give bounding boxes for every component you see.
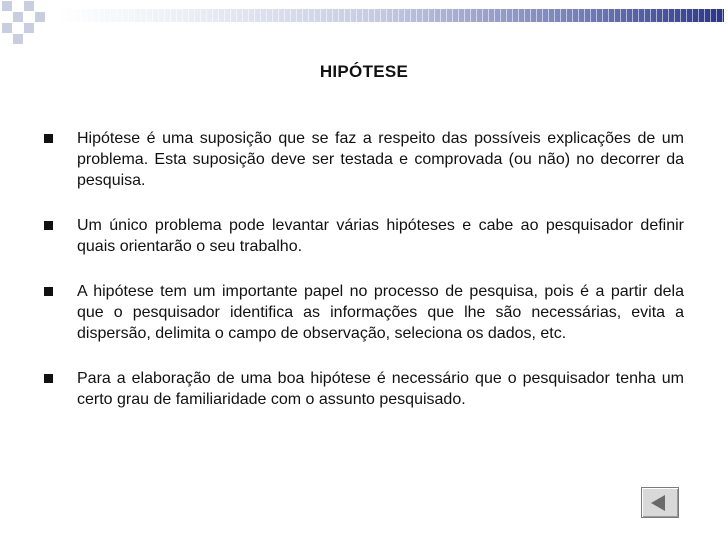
deco-square xyxy=(24,1,34,11)
bullet-item xyxy=(44,281,684,344)
bullet-text: Um único problema pode levantar várias hipóteses e cabe ao pesquisador definir quais orientarão o seu trabalho. xyxy=(77,217,684,255)
deco-square xyxy=(13,12,23,22)
square-bullet-icon xyxy=(44,221,53,230)
bullet-item xyxy=(44,128,684,191)
bullet-item xyxy=(44,368,684,410)
slide-title xyxy=(0,62,728,82)
header-gradient-band xyxy=(56,9,724,22)
deco-square xyxy=(2,1,12,11)
bullet-item xyxy=(44,215,684,257)
deco-square xyxy=(13,34,23,44)
previous-slide-button[interactable] xyxy=(641,487,679,518)
deco-square xyxy=(2,23,12,33)
slide-title-text: HIPÓTESE xyxy=(319,62,409,81)
deco-square xyxy=(35,12,45,22)
square-bullet-icon xyxy=(44,374,53,383)
back-arrow-icon xyxy=(651,495,665,511)
decorative-squares xyxy=(0,0,60,45)
deco-square xyxy=(24,23,34,33)
bullet-text: A hipótese tem um importante papel no processo de pesquisa, pois é a partir dela que o pesquisador identifica as informações que lhe são necessárias, evita a dispersão, delimita o campo de observação, seleciona os dados, etc. xyxy=(77,283,684,342)
bullet-text: Para a elaboração de uma boa hipótese é necessário que o pesquisador tenha um certo grau de familiaridade com o assunto pesquisado. xyxy=(77,370,684,408)
bullet-list xyxy=(44,128,684,434)
bullet-text: Hipótese é uma suposição que se faz a respeito das possíveis explicações de um problema. Esta suposição deve ser testada e comprovada (ou não) no decorrer da pesquisa. xyxy=(77,130,684,189)
square-bullet-icon xyxy=(44,287,53,296)
square-bullet-icon xyxy=(44,134,53,143)
